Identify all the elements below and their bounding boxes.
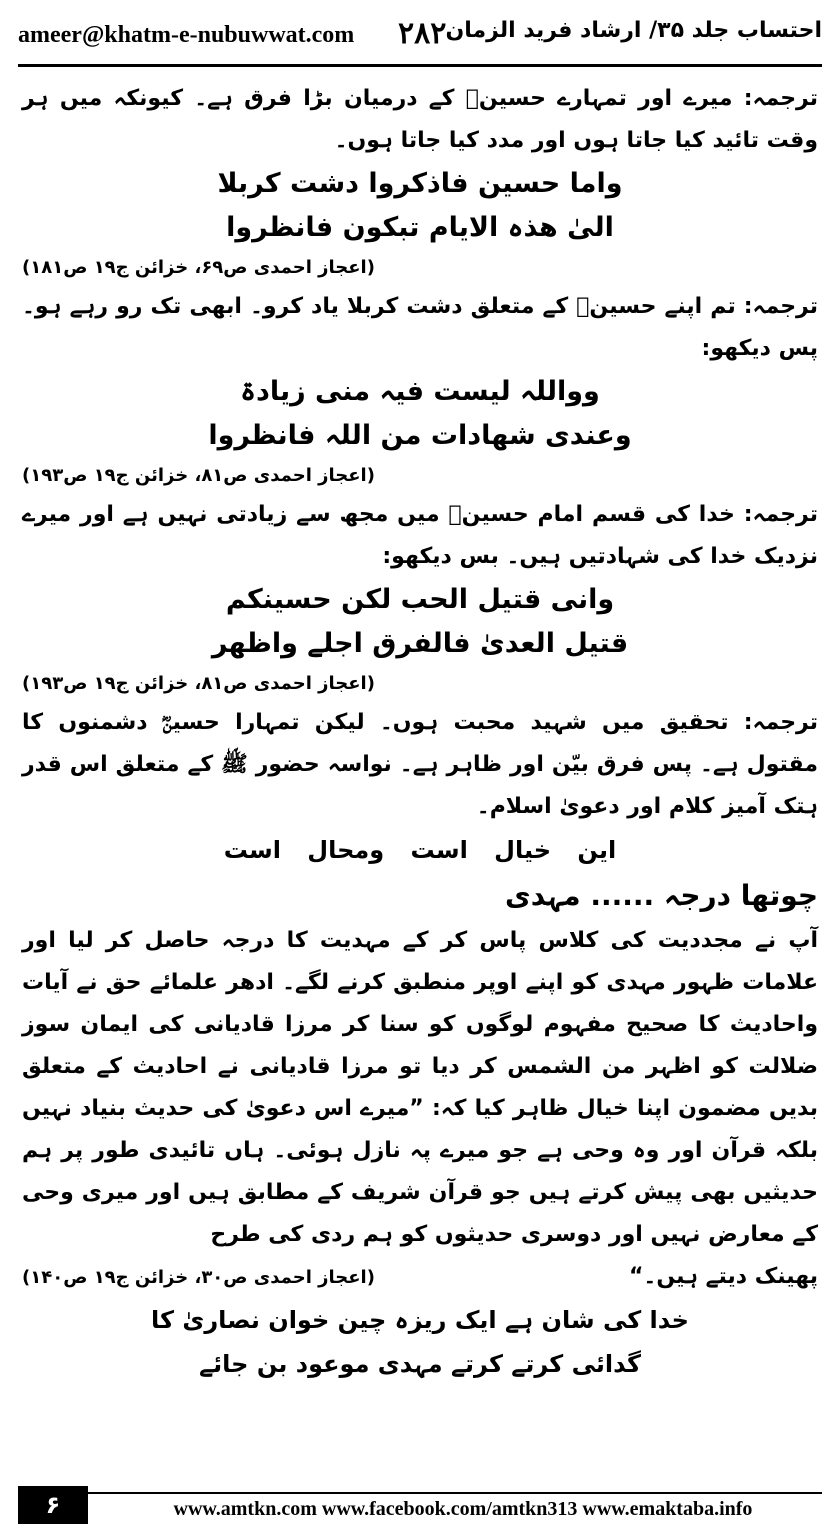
footer-divider [18,1492,822,1494]
page-content [22,78,818,1458]
translation-paragraph-3: ترجمہ: خدا کی قسم امام حسینؓ میں مجھ سے زیادتی نہیں ہے اور میرے نزدیک خدا کی شہادتیں ہیں۔ بس دیکھو: [22,502,818,569]
persian-line: این خیال است ومحال است [223,836,617,864]
arabic-verse-1a: واما حسین فاذکروا دشت کربلا [217,168,623,199]
arabic-verse-3a: وانی قتیل الحب لکن حسینکم [225,584,615,615]
header-book-title: احتساب جلد ۳۵/ ارشاد فرید الزمان [445,18,822,43]
arabic-verse-1b: الیٰ ھذہ الایام تبکون فانظروا [226,212,614,243]
translation-paragraph-2: ترجمہ: تم اپنے حسینؓ کے متعلق دشت کربلا یاد کرو۔ ابھی تک رو رہے ہو۔ پس دیکھو: [22,294,818,361]
page-footer [18,1486,822,1526]
reference-1: (اعجاز احمدی ص۶۹، خزائن ج۱۹ ص۱۸۱) [22,257,375,278]
arabic-verse-2a: وواللہ لیست فیہ منی زیادۃ [240,376,600,407]
header-page-number: ۲۸۲ [398,16,447,51]
reference-4: (اعجاز احمدی ص۳۰، خزائن ج۱۹ ص۱۴۰) [22,1267,375,1288]
header-divider [18,64,822,67]
arabic-verse-2b: وعندی شھادات من اللہ فانظروا [208,420,632,451]
couplet-line-2: گدائی کرتے کرتے مہدی موعود بن جائے [199,1350,641,1378]
page-header [18,12,822,62]
reference-2: (اعجاز احمدی ص۸۱، خزائن ج۱۹ ص۱۹۳) [22,465,375,486]
reference-3: (اعجاز احمدی ص۸۱، خزائن ج۱۹ ص۱۹۳) [22,673,375,694]
couplet-line-1: خدا کی شان ہے ایک ریزہ چین خوان نصاریٰ کا [151,1306,689,1334]
section-heading: چوتھا درجہ ...... مہدی [505,879,818,912]
body-paragraph-5: آپ نے مجددیت کی کلاس پاس کر کے مہدیت کا درجہ حاصل کر لیا اور علامات ظہور مہدی کو اپنے اوپر منطبق کرنے لگے۔ ادھر علمائے حق نے آیات واحادیث کا صحیح مفہوم لوگوں کو سنا کر مرزا قادیانی کی ایمان سوز ضلالت کو اظہر من الشمس کر دیا تو مرزا قادیانی نے احادیث کے متعلق بدیں مضمون اپنا خیال ظاہر کیا کہ: ”میرے اس دعویٰ کی حدیث بنیاد نہیں بلکہ قرآن اور وہ وحی ہے جو میرے پہ نازل ہوئی۔ ہاں تائیدی طور پر ہم حدیثیں بھی پیش کرتے ہیں جو قرآن شریف کے مطابق ہیں اور میری وحی کے معارض نہیں اور دوسری حدیثوں کو ہم ردی کی طرح [22,928,818,1247]
body-paragraph-5-end: پھینک دیتے ہیں۔“ [628,1264,818,1289]
footer-page-number: ۶ [18,1486,88,1524]
paragraph-end-row [22,1256,818,1298]
footer-links: www.amtkn.com www.facebook.com/amtkn313 www.emaktaba.info [173,1498,753,1520]
arabic-verse-3b: قتیل العدیٰ فالفرق اجلے واظھر [211,628,629,659]
header-email: ameer@khatm-e-nubuwwat.com [18,22,355,48]
translation-paragraph-1: ترجمہ: میرے اور تمہارے حسینؓ کے درمیان بڑا فرق ہے۔ کیونکہ میں ہر وقت تائید کیا جاتا ہوں اور مدد کیا جاتا ہوں۔ [22,86,818,153]
translation-paragraph-4: ترجمہ: تحقیق میں شہید محبت ہوں۔ لیکن تمہارا حسینؓ دشمنوں کا مقتول ہے۔ پس فرق بیّن اور ظاہر ہے۔ نواسہ حضور ﷺ کے متعلق اس قدر ہتک آمیز کلام اور دعویٰ اسلام۔ [22,710,818,819]
